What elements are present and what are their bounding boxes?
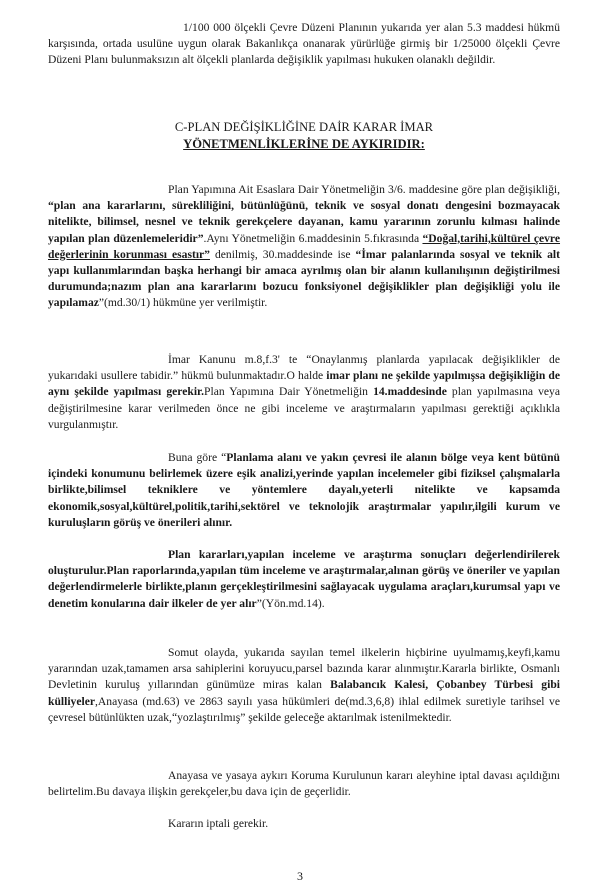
emphasis-heritage-sites: Balabancık Kalesi, Çobanbey Türbesi gibi külliyeler [48, 678, 560, 708]
paragraph-planning-research [48, 450, 560, 531]
page-number: 3 [297, 869, 303, 883]
text-run: ”(Yön.md.14). [256, 596, 325, 610]
paragraph-conclusion: Kararın iptali gerekir. [168, 817, 269, 830]
text-run: İmar Kanunu m.8,f.3' te “Onaylanmış planlarda yapılacak değişiklikler de yukarıdaki usullere tabidir.” hükmü bulunmaktadır.O halde [48, 353, 560, 383]
text-run: .Aynı Yönetmeliğin 6.maddesinin 5.fıkrasında [203, 231, 423, 245]
paragraph-plan-change-definition [48, 182, 560, 312]
text-run: Plan Yapımına Dair Yönetmeliğin [204, 385, 374, 399]
text-run: Plan Yapımına Ait Esaslara Dair Yönetmeliğin 3/6. maddesine göre plan değişikliği, [168, 183, 560, 196]
text-run: ”(md.30/1) hükmüne yer verilmiştir. [98, 296, 268, 310]
quote-article-30: “İmar palanlarında sosyal ve teknik alt yapı kullanımlarından başka herhangi bir amaca ayrılmış olan bir alanın kullanılışının değiştirilmesi durumunda;nazım plan ana kararlarını bozucu fonksiyonel değişiklikler plan değişikliği yolu ile yapılamaz [48, 247, 560, 310]
quote-plan-decisions: Plan kararları,yapılan inceleme ve araştırma sonuçları değerlendirilerek oluşturulur.Plan raporlarında,yapılan tüm inceleme ve araştırmalar,alınan görüş ve öneriler ve yapılan değerlendirmelerle birlikte,planın gerçekleştirilmesini sağlayacak uygulama araçları,kurumsal yapı ve denetim konularına dair ilkeler de yer alır [48, 548, 560, 610]
paragraph-concrete-case [48, 645, 560, 726]
paragraph-plan-scale: 1/100 000 ölçekli Çevre Düzeni Planının yukarıda yer alan 5.3 maddesi hükmü karşısında, ortada usulüne uygun olarak Bakanlıkça onanarak yürürlüğe girmiş bir 1/25000 ölçekli Çevre Düzeni Planı bulunmaksızın alt ölçekli planlarda değişiklik yapılması hukuken olanaklı değildir. [48, 21, 560, 67]
quote-plan-change: “plan ana kararlarını, sürekliliğini, bütünlüğünü, teknik ve sosyal donatı dengesini bozmayacak nitelikte, bilimsel, nesnel ve teknik gerekçelere dayanan, kamu yararının zorunlu kılması halinde yapılan plan düzenlemeleridir” [48, 199, 560, 245]
paragraph-plan-decisions [48, 547, 560, 612]
emphasis-same-procedure: imar planı ne şekilde yapılmışsa değişikliğin de aynı şekilde yapılması gerekir. [48, 369, 560, 399]
text-run: ,Anayasa (md.63) ve 2863 sayılı yasa hükümleri de(md.3,6,8) ihlal edilmek suretiyle tarihsel ve çevresel bütünlükten uzak,“yozlaştırılmış” şekilde geleceğe aktarılmak istenilmektedir. [48, 694, 560, 724]
text-run: plan yapılmasına veya değiştirilmesine karar verilmeden önce ne gibi inceleme ve araştırmaların yapılması gerektiği açıklıkla vurgulanmıştır. [48, 385, 560, 431]
text-run: Buna göre “ [168, 451, 227, 464]
section-heading [48, 119, 560, 153]
section-heading-line1: C-PLAN DEĞİŞİKLİĞİNE DAİR KARAR İMAR [174, 120, 434, 134]
emphasis-article-14: 14.maddesinde [373, 385, 447, 399]
quote-natural-values: “Doğal,tarihi,kültürel çevre değerlerinin korunması esastır” [48, 231, 561, 261]
text-run: Somut olayda, yukarıda sayılan temel ilkelerin hiçbirine uyulmamış,keyfi,kamu yararından uzak,tamamen arsa sahiplerini koruyucu,parsel bazında karar alınmıştır.Kararla birlikte, Osmanlı Devletinin kuruluş yıllarından günümüze miras kalan [48, 646, 560, 692]
paragraph-lawsuit: Anayasa ve yasaya aykırı Koruma Kurulunun kararı aleyhine iptal davası açıldığını belirtelim.Bu davaya ilişkin gerekçeler,bu dava için de geçerlidir. [48, 769, 560, 799]
quote-planning-research: Planlama alanı ve yakın çevresi ile alanın bölge veya kent bütünü içindeki konumunu belirlemek üzere eşik analizi,yerinde yapılan incelemeler gibi fiziksel çalışmalarla birlikte,bilimsel tekniklere ve yöntemlere dayalı,yeterli nitelikte ve kapsamda ekonomik,sosyal,kültürel,politik,tarihi,sektörel ve teknolojik araştırmalar yapılır,ilgili kurum ve kuruluşların görüş ve önerileri alınır. [48, 451, 560, 529]
text-run: denilmiş, 30.maddesinde ise [209, 247, 356, 261]
section-heading-line2: YÖNETMENLİKLERİNE DE AYKIRIDIR: [183, 137, 425, 151]
paragraph-zoning-law [48, 352, 560, 433]
